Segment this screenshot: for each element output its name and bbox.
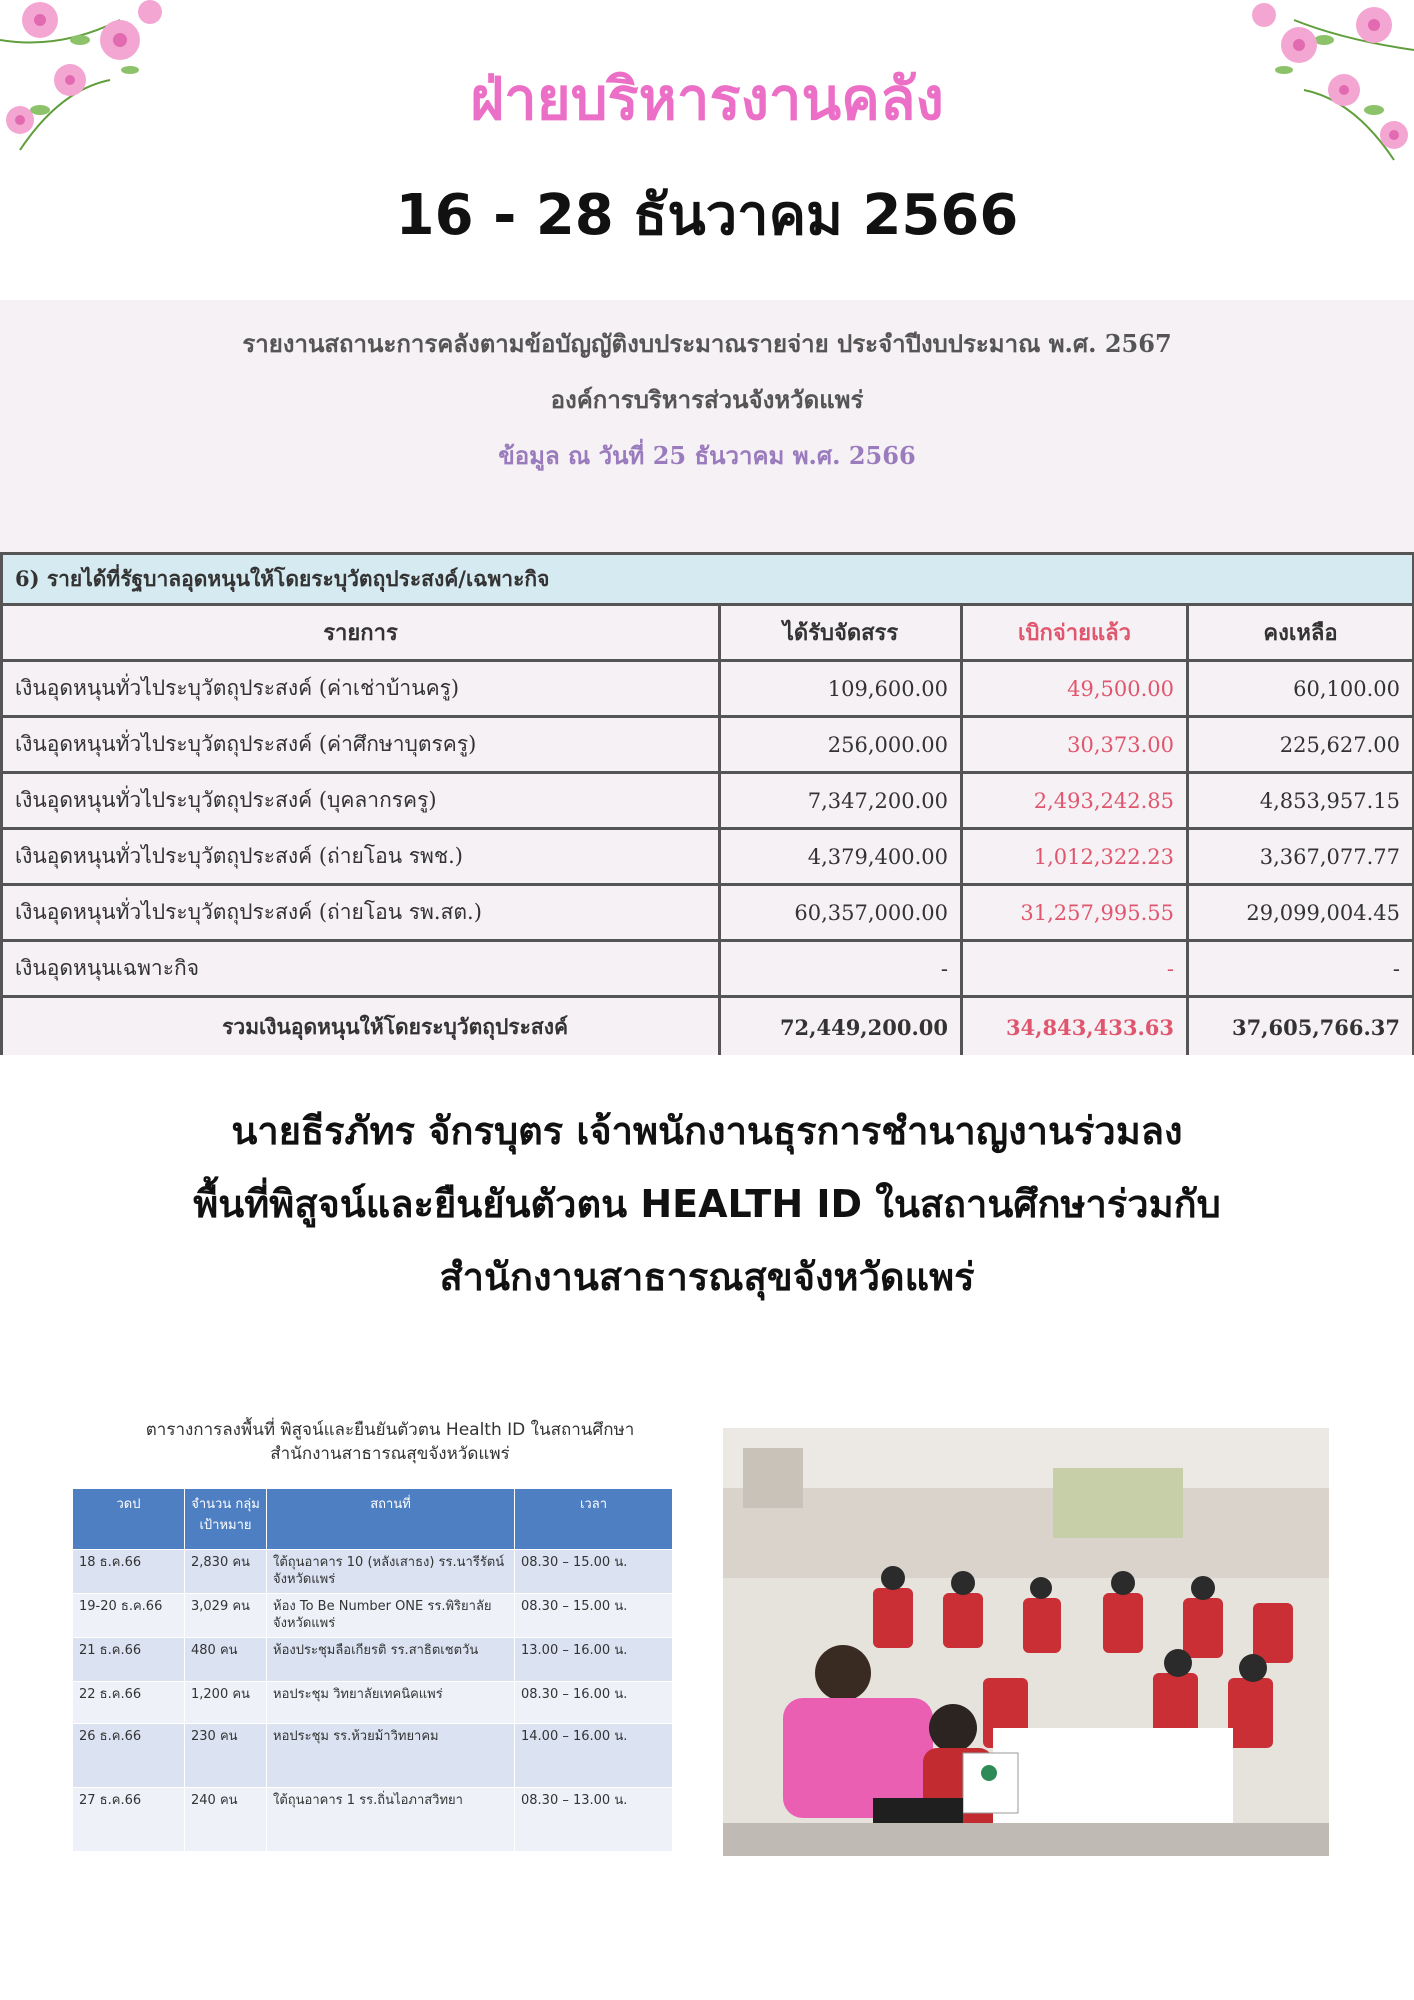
schedule-date: 18 ธ.ค.66 — [73, 1550, 185, 1594]
schedule-count: 2,830 คน — [185, 1550, 267, 1594]
table-row — [2, 717, 1414, 773]
schedule-row — [73, 1594, 673, 1638]
schedule-row — [73, 1550, 673, 1594]
schedule-column-header: สถานที่ — [267, 1489, 515, 1550]
date-range: 16 - 28 ธันวาคม 2566 — [395, 183, 1019, 248]
table-row — [2, 829, 1414, 885]
schedule-time: 08.30 – 13.00 น. — [515, 1788, 673, 1852]
schedule-row — [73, 1788, 673, 1852]
schedule-column-header: วดป — [73, 1489, 185, 1550]
schedule-column-header: จำนวน กลุ่ม เป้าหมาย — [185, 1489, 267, 1550]
table-row — [2, 885, 1414, 941]
schedule-time: 08.30 – 15.00 น. — [515, 1594, 673, 1638]
schedule-place: ห้องประชุมลือเกียรติ รร.สาธิตเชตวัน — [267, 1638, 515, 1682]
item-name: เงินอุดหนุนทั่วไประบุวัตถุประสงค์ (ถ่ายโอน รพ.สต.) — [2, 885, 720, 941]
schedule-time: 13.00 – 16.00 น. — [515, 1638, 673, 1682]
schedule-table — [72, 1488, 673, 1852]
report-date: ข้อมูล ณ วันที่ 25 ธันวาคม พ.ศ. 2566 — [498, 441, 916, 470]
spent-value: 31,257,995.55 — [962, 885, 1188, 941]
event-photo — [723, 1428, 1329, 1856]
total-remaining: 37,605,766.37 — [1188, 997, 1414, 1056]
item-name: เงินอุดหนุนเฉพาะกิจ — [2, 941, 720, 997]
finance-report-scan — [0, 300, 1414, 1055]
schedule-place: ใต้ถุนอาคาร 10 (หลังเสาธง) รร.นารีรัตน์จังหวัดแพร่ — [267, 1550, 515, 1594]
schedule-time: 08.30 – 15.00 น. — [515, 1550, 673, 1594]
table-total-row — [2, 997, 1414, 1056]
schedule-place: หอประชุม รร.ห้วยม้าวิทยาคม — [267, 1724, 515, 1788]
remaining-value: 4,853,957.15 — [1188, 773, 1414, 829]
remaining-value: - — [1188, 941, 1414, 997]
schedule-count: 3,029 คน — [185, 1594, 267, 1638]
total-label: รวมเงินอุดหนุนให้โดยระบุวัตถุประสงค์ — [2, 997, 720, 1056]
allocated-value: 4,379,400.00 — [720, 829, 962, 885]
allocated-value: 7,347,200.00 — [720, 773, 962, 829]
schedule-time: 08.30 – 16.00 น. — [515, 1682, 673, 1724]
total-spent: 34,843,433.63 — [962, 997, 1188, 1056]
schedule-row — [73, 1724, 673, 1788]
report-organization: องค์การบริหารส่วนจังหวัดแพร่ — [550, 385, 864, 414]
allocated-value: 60,357,000.00 — [720, 885, 962, 941]
schedule-count: 240 คน — [185, 1788, 267, 1852]
item-name: เงินอุดหนุนทั่วไประบุวัตถุประสงค์ (ค่าศึกษาบุตรครู) — [2, 717, 720, 773]
description-line: นายธีรภัทร จักรบุตร เจ้าพนักงานธุรการชำนาญงานร่วมลง — [231, 1109, 1183, 1153]
schedule-count: 230 คน — [185, 1724, 267, 1788]
schedule-date: 26 ธ.ค.66 — [73, 1724, 185, 1788]
remaining-value: 3,367,077.77 — [1188, 829, 1414, 885]
column-header: ได้รับจัดสรร — [720, 605, 962, 661]
total-allocated: 72,449,200.00 — [720, 997, 962, 1056]
allocated-value: - — [720, 941, 962, 997]
activity-description — [0, 1095, 1414, 1314]
remaining-value: 60,100.00 — [1188, 661, 1414, 717]
item-name: เงินอุดหนุนทั่วไประบุวัตถุประสงค์ (ถ่ายโอน รพช.) — [2, 829, 720, 885]
report-heading: รายงานสถานะการคลังตามข้อบัญญัติงบประมาณรายจ่าย ประจำปีงบประมาณ พ.ศ. 2567 — [242, 329, 1172, 358]
table-row — [2, 941, 1414, 997]
spent-value: - — [962, 941, 1188, 997]
schedule-subtitle: สำนักงานสาธารณสุขจังหวัดแพร่ — [270, 1444, 510, 1464]
schedule-place: หอประชุม วิทยาลัยเทคนิคแพร่ — [267, 1682, 515, 1724]
finance-table — [0, 552, 1414, 1055]
schedule-date: 27 ธ.ค.66 — [73, 1788, 185, 1852]
schedule-row — [73, 1682, 673, 1724]
column-header: เบิกจ่ายแล้ว — [962, 605, 1188, 661]
schedule-title: ตารางการลงพื้นที่ พิสูจน์และยืนยันตัวตน Health ID ในสถานศึกษา — [145, 1420, 635, 1440]
item-name: เงินอุดหนุนทั่วไประบุวัตถุประสงค์ (ค่าเช่าบ้านครู) — [2, 661, 720, 717]
remaining-value: 29,099,004.45 — [1188, 885, 1414, 941]
spent-value: 1,012,322.23 — [962, 829, 1188, 885]
description-line: สำนักงานสาธารณสุขจังหวัดแพร่ — [439, 1255, 975, 1299]
schedule-date: 19-20 ธ.ค.66 — [73, 1594, 185, 1638]
table-row — [2, 661, 1414, 717]
schedule-column-header: เวลา — [515, 1489, 673, 1550]
spent-value: 2,493,242.85 — [962, 773, 1188, 829]
spent-value: 30,373.00 — [962, 717, 1188, 773]
schedule-count: 1,200 คน — [185, 1682, 267, 1724]
schedule-date: 21 ธ.ค.66 — [73, 1638, 185, 1682]
spent-value: 49,500.00 — [962, 661, 1188, 717]
allocated-value: 109,600.00 — [720, 661, 962, 717]
schedule-place: ใต้ถุนอาคาร 1 รร.ถิ่นไอภาสวิทยา — [267, 1788, 515, 1852]
schedule-place: ห้อง To Be Number ONE รร.พิริยาลัยจังหวัดแพร่ — [267, 1594, 515, 1638]
table-row — [2, 773, 1414, 829]
section-heading: 6) รายได้ที่รัฐบาลอุดหนุนให้โดยระบุวัตถุประสงค์/เฉพาะกิจ — [2, 554, 1414, 605]
page-title: ฝ่ายบริหารงานคลัง — [470, 65, 944, 133]
description-line: พื้นที่พิสูจน์และยืนยันตัวตน HEALTH ID ในสถานศึกษาร่วมกับ — [193, 1182, 1221, 1226]
schedule-panel — [72, 1418, 678, 1858]
schedule-count: 480 คน — [185, 1638, 267, 1682]
remaining-value: 225,627.00 — [1188, 717, 1414, 773]
column-header: รายการ — [2, 605, 720, 661]
allocated-value: 256,000.00 — [720, 717, 962, 773]
schedule-date: 22 ธ.ค.66 — [73, 1682, 185, 1724]
item-name: เงินอุดหนุนทั่วไประบุวัตถุประสงค์ (บุคลากรครู) — [2, 773, 720, 829]
schedule-time: 14.00 – 16.00 น. — [515, 1724, 673, 1788]
schedule-row — [73, 1638, 673, 1682]
column-header: คงเหลือ — [1188, 605, 1414, 661]
